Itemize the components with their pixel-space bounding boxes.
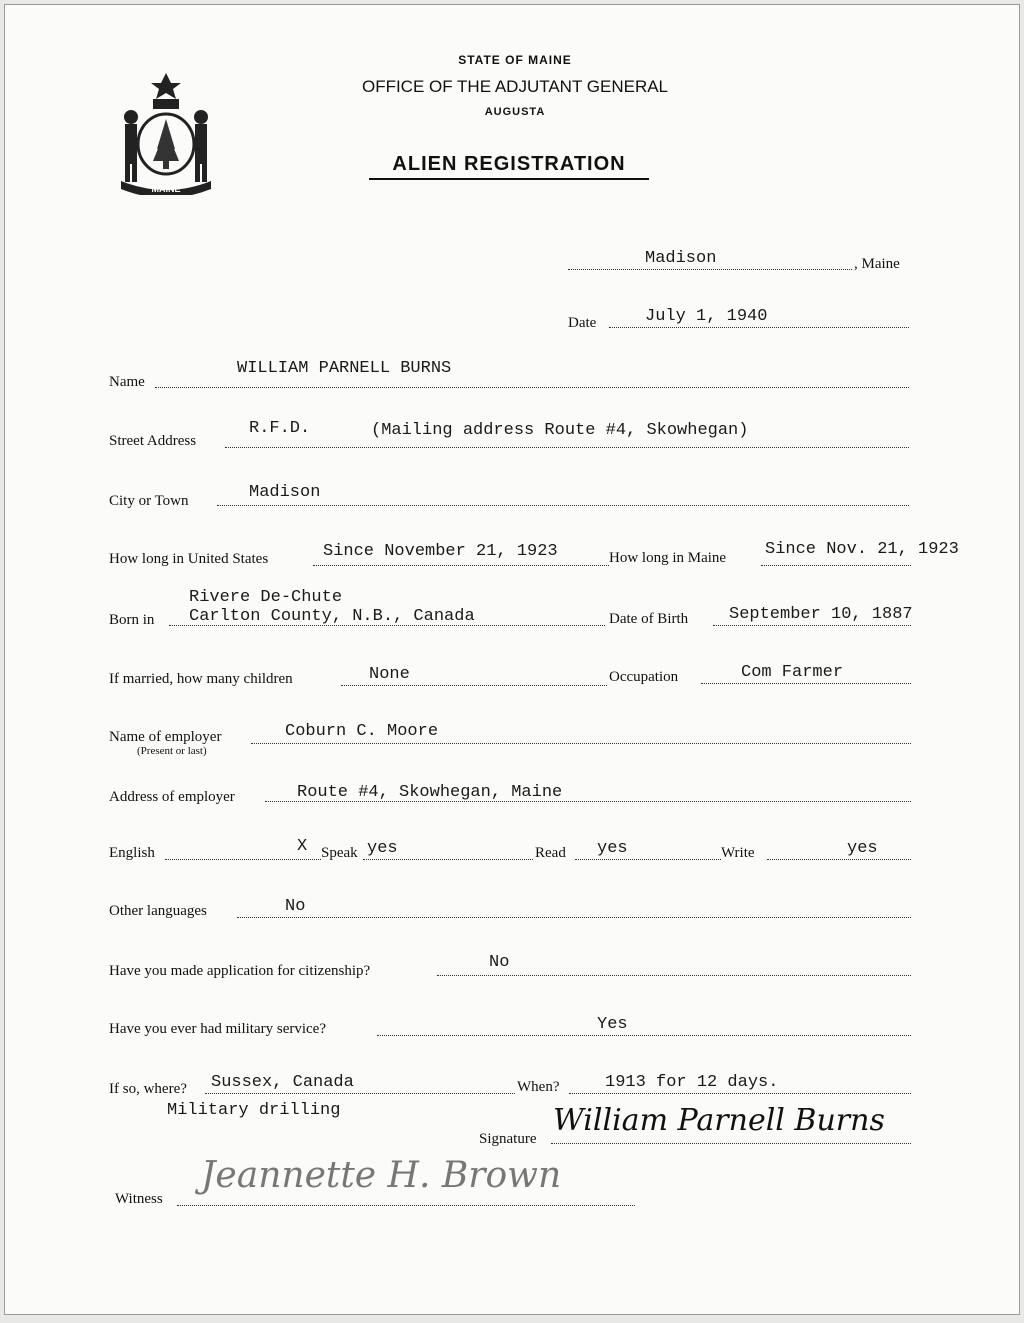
- applicant-signature: William Parnell Burns: [553, 1103, 885, 1138]
- registration-form: [4, 4, 1020, 1315]
- city-value: Madison: [249, 483, 321, 502]
- other-languages-label: Other languages: [109, 903, 207, 919]
- date-value: July 1, 1940: [645, 307, 768, 326]
- employer-value: Coburn C. Moore: [285, 722, 439, 741]
- city-line: [217, 505, 909, 506]
- office-heading: OFFICE OF THE ADJUTANT GENERAL: [361, 77, 669, 96]
- where-value: Sussex, Canada: [211, 1073, 354, 1092]
- other-languages-value: No: [285, 897, 306, 916]
- children-value: None: [369, 665, 410, 684]
- street-label: Street Address: [109, 433, 197, 449]
- born-value-line2: Carlton County, N.B., Canada: [189, 607, 475, 626]
- state-heading: STATE OF MAINE: [458, 53, 572, 67]
- children-line: [341, 685, 607, 686]
- citizenship-value: No: [489, 953, 510, 972]
- us-duration-line: [313, 565, 609, 566]
- occupation-label: Occupation: [609, 669, 679, 685]
- read-line: [575, 859, 721, 860]
- employer-address-label: Address of employer: [109, 789, 235, 805]
- us-duration-label: How long in United States: [109, 551, 269, 567]
- dob-value: September 10, 1887: [729, 605, 913, 624]
- date-label: Date: [568, 315, 597, 331]
- name-line: [155, 387, 909, 388]
- city-label: City or Town: [109, 493, 189, 509]
- write-line: [767, 859, 911, 860]
- children-label: If married, how many children: [109, 671, 293, 687]
- born-label: Born in: [109, 612, 155, 628]
- date-line: [609, 327, 909, 328]
- english-mark: X: [297, 837, 308, 856]
- town-value: Madison: [645, 249, 717, 268]
- svg-text:MAINE: MAINE: [151, 184, 181, 194]
- where-line: [205, 1093, 515, 1094]
- read-value: yes: [597, 839, 628, 858]
- speak-label: Speak: [321, 845, 358, 861]
- maine-duration-value: Since Nov. 21, 1923: [765, 540, 959, 559]
- city-heading: AUGUSTA: [484, 106, 546, 118]
- signature-label: Signature: [479, 1131, 537, 1147]
- write-label: Write: [721, 845, 755, 861]
- dob-label: Date of Birth: [609, 611, 689, 627]
- where-note: Military drilling: [167, 1101, 341, 1120]
- signature-line: [551, 1143, 911, 1144]
- dob-line: [713, 625, 911, 626]
- street-value-1: R.F.D.: [249, 419, 311, 438]
- name-label: Name: [109, 374, 145, 390]
- us-duration-value: Since November 21, 1923: [323, 542, 558, 561]
- witness-line: [177, 1205, 635, 1206]
- employer-address-value: Route #4, Skowhegan, Maine: [297, 783, 563, 802]
- employer-line: [251, 743, 911, 744]
- write-value: yes: [847, 839, 878, 858]
- when-label: When?: [517, 1079, 560, 1095]
- form-title: ALIEN REGISTRATION: [369, 153, 649, 180]
- military-line: [377, 1035, 911, 1036]
- name-value: WILLIAM PARNELL BURNS: [237, 359, 452, 378]
- street-line: [225, 447, 909, 448]
- military-value: Yes: [597, 1015, 628, 1034]
- where-label: If so, where?: [109, 1081, 187, 1097]
- other-languages-line: [237, 917, 911, 918]
- witness-signature: Jeannette H. Brown: [201, 1155, 562, 1196]
- born-value-line1: Rivere De-Chute: [189, 588, 343, 607]
- when-line: [569, 1093, 911, 1094]
- occupation-line: [701, 683, 911, 684]
- military-label: Have you ever had military service?: [109, 1021, 326, 1037]
- citizenship-label: Have you made application for citizenship?: [109, 963, 371, 979]
- citizenship-line: [437, 975, 911, 976]
- witness-label: Witness: [115, 1191, 163, 1207]
- occupation-value: Com Farmer: [741, 663, 844, 682]
- employer-label: Name of employer: [109, 729, 222, 745]
- town-line: [568, 269, 852, 270]
- state-seal-icon: [113, 69, 219, 195]
- speak-value: yes: [367, 839, 398, 858]
- street-value-2: (Mailing address Route #4, Skowhegan): [371, 421, 749, 440]
- maine-duration-label: How long in Maine: [609, 550, 727, 566]
- speak-line: [363, 859, 533, 860]
- employer-note: (Present or last): [137, 745, 207, 757]
- maine-duration-line: [761, 565, 911, 566]
- when-value: 1913 for 12 days.: [605, 1073, 779, 1092]
- maine-label: , Maine: [854, 256, 900, 272]
- english-line: [165, 859, 321, 860]
- english-label: English: [109, 845, 155, 861]
- read-label: Read: [535, 845, 566, 861]
